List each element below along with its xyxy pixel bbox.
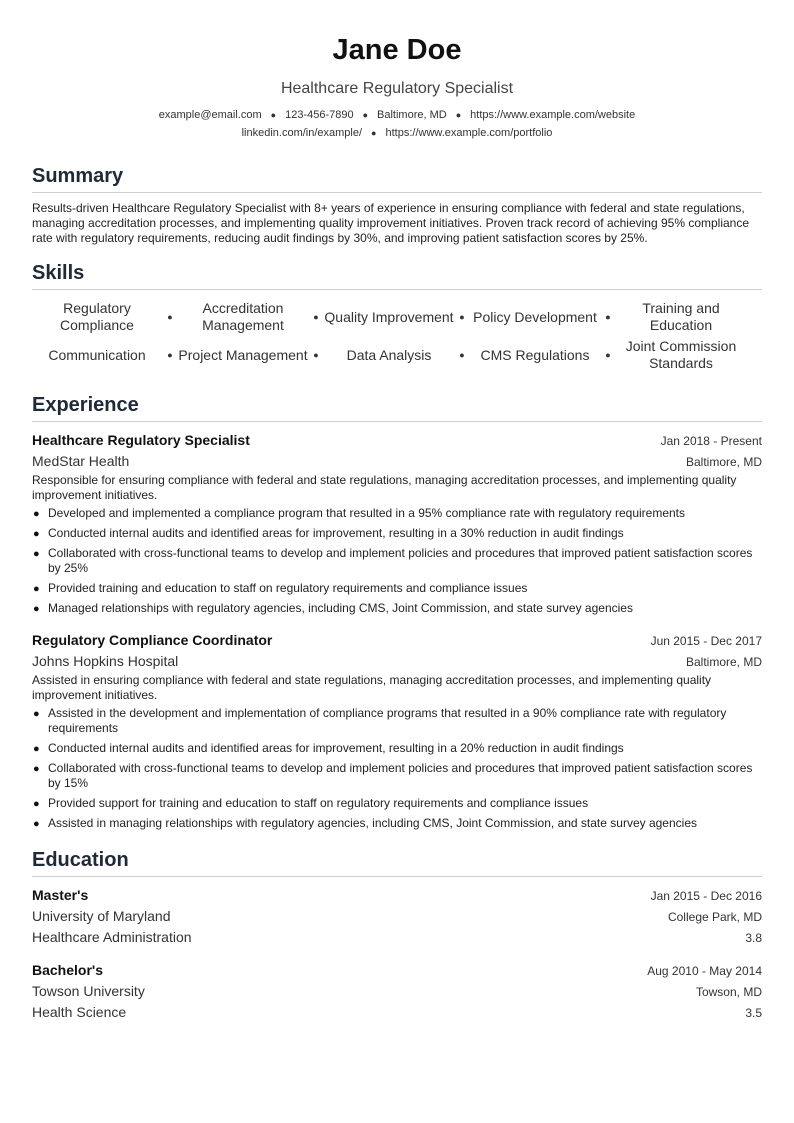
bullet-text: Assisted in managing relationships with regulatory agencies, including CMS, Joint Commission, and state survey agencies — [48, 816, 697, 830]
bullet-text: Provided support for training and education to staff on regulatory requirements and compliance issues — [48, 796, 589, 810]
skills-section — [32, 260, 762, 374]
section-divider — [32, 421, 762, 422]
education-dates: Aug 2010 - May 2014 — [647, 964, 762, 978]
skills-grid — [32, 298, 762, 374]
education-field-row — [32, 927, 762, 948]
job-company: MedStar Health — [32, 453, 130, 469]
contact-location: Baltimore, MD — [377, 109, 447, 121]
list-item — [32, 526, 762, 541]
separator-dot-icon: ● — [459, 350, 465, 360]
bullet-icon: ● — [33, 548, 40, 560]
bullet-text: Collaborated with cross-functional teams to develop and implement policies and procedures that improved patient satisfaction scores by 25% — [48, 546, 753, 575]
job-location: Baltimore, MD — [685, 455, 762, 469]
separator-dot-icon: ● — [605, 312, 611, 322]
education-dates: Jan 2015 - Dec 2016 — [650, 889, 762, 903]
bullet-icon: ● — [33, 818, 40, 830]
skill-item: Project Management — [178, 346, 308, 363]
skill-item: Data Analysis — [346, 346, 432, 363]
gpa: 3.8 — [745, 931, 762, 945]
contact-row — [32, 107, 762, 123]
job-company: Johns Hopkins Hospital — [32, 653, 179, 669]
skill-item: CMS Regulations — [480, 346, 590, 363]
skill-item: Training and Education — [642, 300, 720, 333]
skill-item: Joint Commission Standards — [625, 338, 737, 371]
skill-item: Quality Improvement — [324, 308, 454, 325]
bullet-icon: ● — [33, 528, 40, 540]
skills-row — [32, 298, 762, 336]
bullet-text: Managed relationships with regulatory agencies, including CMS, Joint Commission, and state survey agencies — [48, 601, 633, 615]
skill-item: Accreditation Management — [202, 300, 284, 333]
field-of-study: Healthcare Administration — [32, 929, 192, 945]
list-item — [32, 546, 762, 576]
school-location: Towson, MD — [695, 985, 762, 999]
list-item — [32, 706, 762, 736]
job-entry — [32, 430, 762, 616]
job-bullets — [32, 506, 762, 616]
list-item — [32, 796, 762, 811]
job-company-row — [32, 651, 762, 672]
school-location: College Park, MD — [667, 910, 762, 924]
bullet-icon: ● — [33, 798, 40, 810]
list-item — [32, 741, 762, 756]
candidate-name: Jane Doe — [332, 34, 462, 66]
school-name: University of Maryland — [32, 908, 171, 924]
education-school-row — [32, 981, 762, 1002]
list-item — [32, 601, 762, 616]
section-divider — [32, 876, 762, 877]
skill-item: Communication — [48, 346, 146, 363]
job-title: Healthcare Regulatory Specialist — [32, 432, 250, 448]
bullet-icon: ● — [33, 603, 40, 615]
separator-dot-icon: ● — [605, 350, 611, 360]
separator-dot-icon: ● — [313, 312, 319, 322]
skills-row — [32, 336, 762, 374]
bullet-icon: ● — [33, 583, 40, 595]
separator-dot-icon: ● — [167, 312, 173, 322]
job-entry — [32, 630, 762, 831]
list-item — [32, 506, 762, 521]
list-item — [32, 761, 762, 791]
job-bullets — [32, 706, 762, 831]
bullet-text: Developed and implemented a compliance program that resulted in a 95% compliance rate with regulatory requirements — [48, 506, 686, 520]
separator-dot-icon: ● — [455, 110, 462, 120]
job-company-row — [32, 451, 762, 472]
education-field-row — [32, 1002, 762, 1023]
bullet-text: Conducted internal audits and identified areas for improvement, resulting in a 20% reduction in audit findings — [48, 741, 624, 755]
section-heading: Experience — [32, 394, 139, 416]
education-section — [32, 847, 762, 1023]
summary-text: Results-driven Healthcare Regulatory Specialist with 8+ years of experience in ensuring compliance with federal and state regulations, managing accreditation processes, and implementing quality improvement initiatives. Proven track record of achieving 95% compliance rate with regulatory requirements, reducing audit findings by 30%, and improving patient satisfaction scores by 25%. — [32, 201, 750, 245]
education-header-row — [32, 885, 762, 906]
contact-portfolio-link[interactable]: https://www.example.com/portfolio — [385, 127, 553, 139]
bullet-text: Conducted internal audits and identified areas for improvement, resulting in a 30% reduction in audit findings — [48, 526, 624, 540]
bullet-text: Collaborated with cross-functional teams to develop and implement policies and procedures that improved patient satisfaction scores by 15% — [48, 761, 753, 790]
job-title: Regulatory Compliance Coordinator — [32, 632, 273, 648]
section-heading: Summary — [32, 165, 124, 187]
separator-dot-icon: ● — [167, 350, 173, 360]
bullet-icon: ● — [33, 708, 40, 720]
gpa: 3.5 — [745, 1006, 762, 1020]
job-header-row — [32, 630, 762, 651]
job-location: Baltimore, MD — [685, 655, 762, 669]
bullet-icon: ● — [33, 763, 40, 775]
contact-email[interactable]: example@email.com — [158, 109, 262, 121]
list-item — [32, 581, 762, 596]
separator-dot-icon: ● — [362, 110, 369, 120]
job-description: Assisted in ensuring compliance with federal and state regulations, managing accreditation processes, and implementing quality improvement initiatives. — [32, 673, 712, 702]
contact-row — [32, 125, 762, 141]
education-entry — [32, 960, 762, 1023]
field-of-study: Health Science — [32, 1004, 127, 1020]
degree: Master's — [32, 887, 89, 903]
resume-header — [32, 31, 762, 141]
section-divider — [32, 192, 762, 193]
section-divider — [32, 289, 762, 290]
separator-dot-icon: ● — [371, 128, 377, 138]
education-header-row — [32, 960, 762, 981]
job-dates: Jun 2015 - Dec 2017 — [650, 634, 762, 648]
school-name: Towson University — [32, 983, 145, 999]
bullet-icon: ● — [33, 508, 40, 520]
contact-phone[interactable]: 123-456-7890 — [285, 109, 354, 121]
separator-dot-icon: ● — [313, 350, 319, 360]
section-heading: Skills — [32, 262, 85, 284]
education-school-row — [32, 906, 762, 927]
bullet-text: Assisted in the development and implementation of compliance programs that resulted in a 90% compliance rate with regulatory requirements — [48, 706, 727, 735]
section-heading: Education — [32, 849, 129, 871]
education-entry — [32, 885, 762, 948]
contact-linkedin-link[interactable]: linkedin.com/in/example/ — [241, 127, 363, 139]
skill-item: Regulatory Compliance — [60, 300, 134, 333]
degree: Bachelor's — [32, 962, 104, 978]
job-description: Responsible for ensuring compliance with federal and state regulations, managing accreditation processes, and implementing quality improvement initiatives. — [32, 473, 737, 502]
separator-dot-icon: ● — [459, 312, 465, 322]
bullet-icon: ● — [33, 743, 40, 755]
job-dates: Jan 2018 - Present — [660, 434, 762, 448]
job-header-row — [32, 430, 762, 451]
contact-website-link[interactable]: https://www.example.com/website — [470, 109, 636, 121]
separator-dot-icon: ● — [270, 110, 277, 120]
skill-item: Policy Development — [473, 308, 597, 325]
candidate-title: Healthcare Regulatory Specialist — [280, 80, 514, 97]
list-item — [32, 816, 762, 831]
experience-section — [32, 392, 762, 831]
summary-section — [32, 163, 762, 246]
bullet-text: Provided training and education to staff on regulatory requirements and compliance issues — [48, 581, 528, 595]
